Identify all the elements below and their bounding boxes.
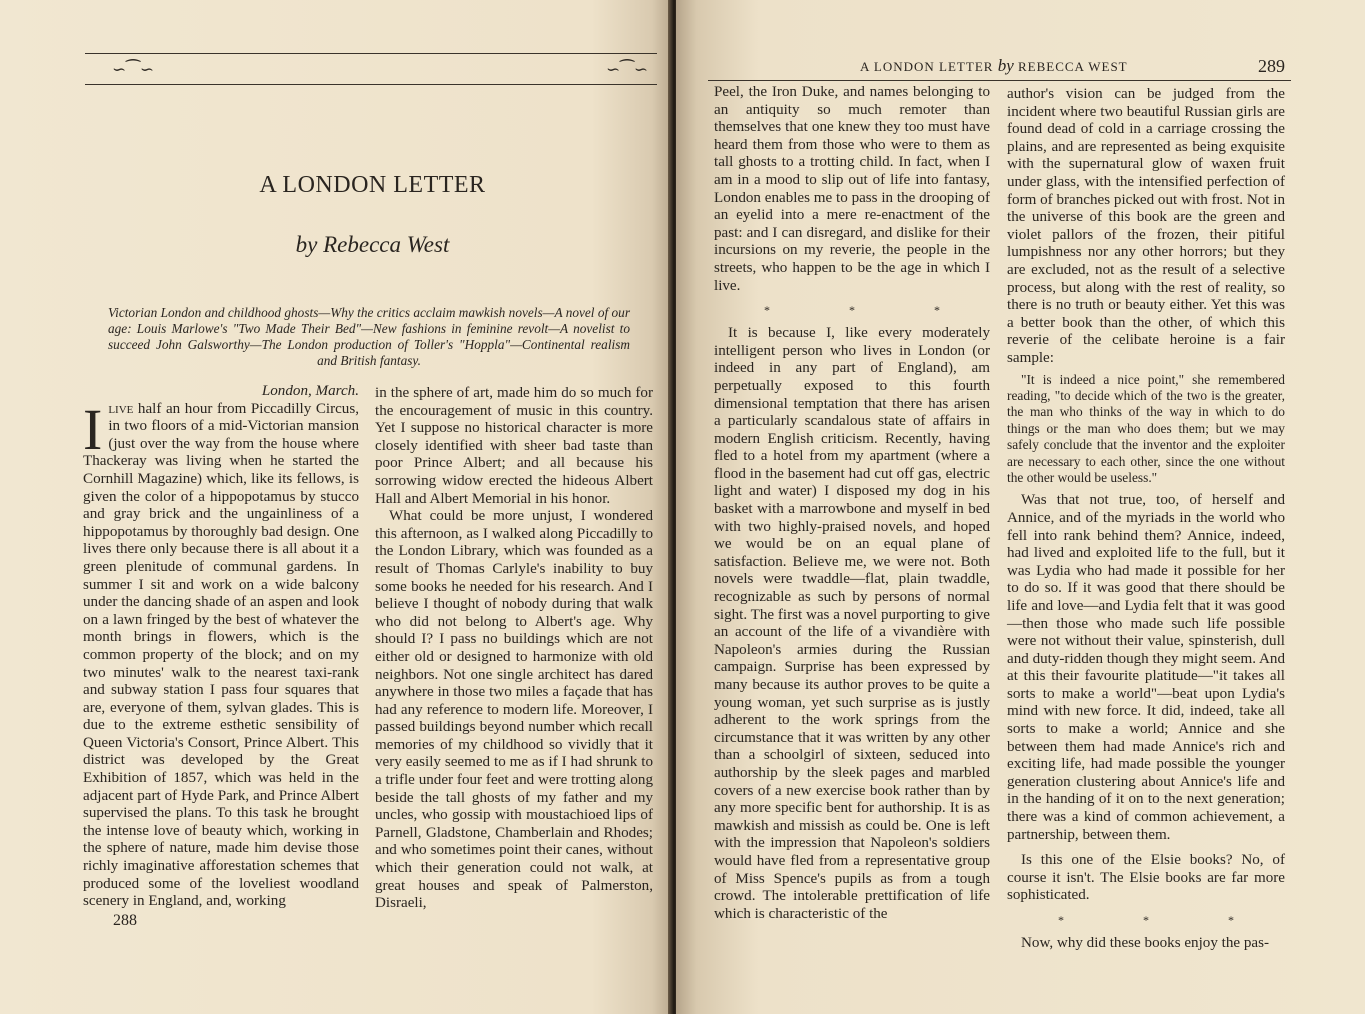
ornament-left: ∽⁀∽ [112, 60, 155, 79]
paragraph: Peel, the Iron Duke, and names belonging to an antiquity so much remoter than themselves that one knew they too must have heard them from those who were to them as tall ghosts to a trotting child. In fact, when I am in a mood to slip out of life into fantasy, London enables me to pass in the drooping of an eyelid into a mere re-enactment of the past: and I can disregard, and dislike for their incursions on my reverie, the people in the streets, who happen to be the age in which I live. [714, 84, 990, 294]
running-head-rule [708, 80, 1291, 81]
running-head-title: A LONDON LETTER [860, 59, 994, 74]
section-break: * * * [764, 303, 978, 318]
section-break: * * * [1058, 913, 1272, 927]
right-column-1 [714, 84, 990, 923]
paragraph: author's vision can be judged from the incident where two beautiful Russian girls are found dead of cold in a carriage crossing the plains, and are represented as being exquisite with the supernatural glow of waxen fruit under glass, with the intensified perfection of form of branches picked out with frost. Not in the universe of this book are the green and violet pallors of the frozen, their pitiful lumpishness nor any other horrors; but they are excluded, not as the result of a selective process, but along with the rest of reality, so there is no truth or beauty either. Yet this was a better book than the other, of which this reverie of the celibate heroine is a fair sample: [1007, 86, 1285, 366]
opening-paragraph [83, 396, 359, 911]
ornament-right: ∽⁀∽ [606, 60, 649, 79]
left-column-2 [375, 385, 653, 913]
right-column-2 [1007, 86, 1285, 953]
paragraph: Now, why did these books enjoy the pas- [1021, 935, 1270, 951]
dateline: London, March. [261, 383, 359, 399]
block-quote: "It is indeed a nice point," she remembered reading, "to decide which of the two is the greater, the man who thinks of the way in which to do things or the man who does them; but we may safely conclude that the inventor and the exploiter are necessary to each other, since the one without the other would be useless." [1007, 371, 1285, 485]
article-title: A LONDON LETTER [259, 172, 486, 198]
opening-small-caps: live [108, 400, 134, 417]
paragraph: Was that not true, too, of herself and Annice, and of the myriads in the world who fell into rank behind them? Annice, indeed, had lived and exploited life to the full, but it was Lydia who had made it possible for her to do so. If it was good that there should be life and love—and Lydia felt that it was good—then those who made such life possible were not without their value, spinsterish, dull and duty-ridden though they might seem. And at this their favourite platitude—"it takes all sorts to make a world"—beat upon Lydia's mind with new force. It did, indeed, take all sorts to make a world; Annice and she between them had made Annice's rich and exciting life, had made possible the younger generation clustering about Annice's life and in the handing of it on to the next generation; there was a kind of common achievement, a partnership, between them. [1007, 492, 1285, 843]
left-column-1 [83, 383, 359, 911]
drop-cap: I [83, 396, 103, 462]
paragraph: in the sphere of art, made him do so much for the encouragement of music in this country. Yet I suppose no historical character is more closely identified with sheer bad taste than poor Prince Albert; and all because his sorrowing widow erected the hideous Albert Hall and Albert Memorial in his honor. [375, 385, 653, 507]
running-head [860, 56, 1128, 76]
paragraph: It is because I, like every moderately intelligent person who lives in London (or indeed in any part of England), am perpetually exposed to this fourth dimensional temptation that there has arisen a particularly scandalous state of affairs in modern English criticism. Recently, having fled to a hotel from my apartment (where a flood in the basement had cut off gas, electric light and water) I disposed my dog in his basket with a marrowbone and myself in bed with two highly-praised novels, and hoped we would be on an equal plane of satisfaction. Believe me, we were not. Both novels were twaddle—flat, plain twaddle, recognizable as such by persons of normal sight. The first was a novel purporting to give an account of the life of a vivandière with Napoleon's armies during the Russian campaign. Surprise has been expressed by many because its author proves to be quite a young woman, yet such surprise as is justly adherent to the work springs from the circumstance that it was written by any other than a schoolgirl of sixteen, seduced into authorship by the sleek pages and marbled covers of a new exercise book rather than by any more specific bent for authorship. It is as mawkish and missish as could be. One is left with the impression that Napoleon's soldiers would have fled from a representative group of Miss Spence's pupils as from a tough crowd. The intolerable prettification of life which is characteristic of the [714, 325, 990, 922]
page-number-left: 288 [113, 912, 137, 929]
left-page [0, 0, 672, 1014]
running-head-author: REBECCA WEST [1017, 59, 1128, 74]
header-rule-top [85, 53, 657, 54]
article-byline: by Rebecca West [295, 232, 450, 257]
article-abstract: Victorian London and childhood ghosts—Why the critics acclaim mawkish novels—A novel of our age: Louis Marlowe's "Two Made Their Bed"—New fashions in feminine revolt—A novelist to succeed John Galsworthy—The London production of Toller's "Hoppla"—Continental realism and British fantasy. [108, 305, 630, 368]
paragraph: Is this one of the Elsie books? No, of course it isn't. The Elsie books are far more sophisticated. [1007, 852, 1285, 904]
header-rule-bottom [85, 84, 657, 85]
page-number-right: 289 [1258, 56, 1285, 76]
opening-text: half an hour from Piccadilly Circus, in two floors of a mid-Victorian mansion (just over the way from the house where Thackeray was living when he started the Cornhill Magazine) which, like its fellows, is given the color of a hippopotamus by stucco and gray brick and the ungainliness of a hippopotamus by thoroughly bad design. One lives there only because there is all about it a green plenitude of communal gardens. In summer I sit and work on a wide balcony under the dancing shade of an aspen and look on a lawn fringed by the best of whatever the month brings in flowers, which is the common property of the block; and on my two minutes' walk to the nearest taxi-rank and subway station I pass four squares that are, everyone of them, sylvan glades. This is due to the extreme esthetic sensibility of Queen Victoria's Consort, Prince Albert. This district was developed by the Great Exhibition of 1857, which was held in the adjacent part of Hyde Park, and Prince Albert supervised the plans. To this task he brought the intense love of beauty which, working in the sphere of nature, made him devise those richly imaginative afforestation schemes that produced some of the loveliest woodland scenery in England, and, working [83, 400, 359, 910]
paragraph: What could be more unjust, I wondered this afternoon, as I walked along Piccadilly to the London Library, which was founded as a result of Thomas Carlyle's inability to buy some books he needed for his research. And I believe I thought of nobody during that walk who did not belong to Albert's age. Why should I? I pass no buildings which are not either old or designed to harmonize with old neighbors. Not one single architect has dared anywhere in those two miles a façade that has had any reference to modern life. Moreover, I passed buildings beyond number which recall memories of my childhood so vividly that it very easily seemed to me as if I had shrunk to a trifle under four feet and were trotting along beside the tall ghosts of my father and my uncles, who gossip with moustachioed lips of Parnell, Gladstone, Chamberlain and Rhodes; and who sometimes point their canes, without which their generation could not walk, at great houses and speak of Palmerston, Disraeli, [375, 508, 653, 912]
running-head-by: by [997, 56, 1014, 75]
